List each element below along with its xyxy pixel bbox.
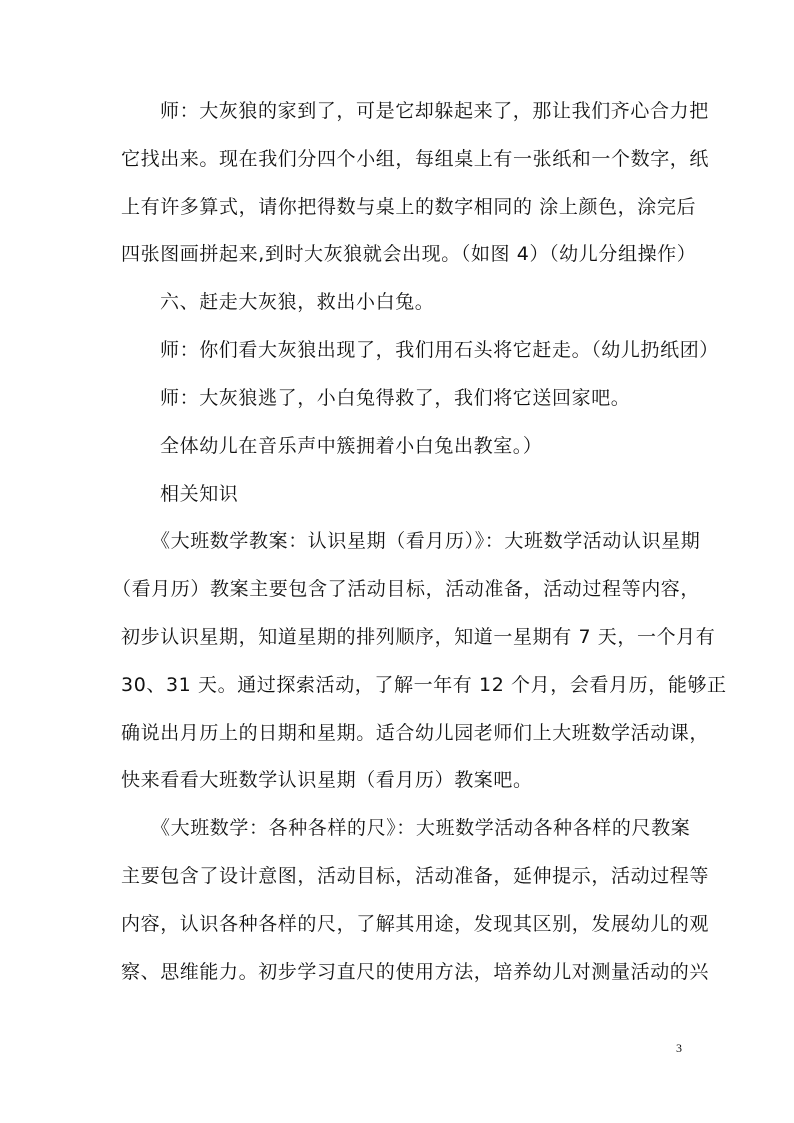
text-line-19: 察、思维能力。初步学习直尺的使用方法，培养幼儿对测量活动的兴	[121, 961, 710, 983]
text-line-4: 四张图画拼起来,到时大灰狼就会出现。（如图 4）（幼儿分组操作）	[121, 243, 697, 265]
text-line-1: 师：大灰狼的家到了，可是它却躲起来了，那让我们齐心合力把	[160, 100, 709, 122]
text-line-6: 师：你们看大灰狼出现了，我们用石头将它赶走。（幼儿扔纸团）	[160, 339, 719, 361]
text-line-11: （看月历）教案主要包含了活动目标，活动准备，活动过程等内容，	[112, 578, 701, 600]
text-line-16: 《大班数学：各种各样的尺》：大班数学活动各种各样的尺教案	[151, 817, 691, 839]
text-line-8: 全体幼儿在音乐声中簇拥着小白兔出教室。）	[160, 435, 543, 457]
text-line-18: 内容，认识各种各样的尺，了解其用途，发现其区别，发展幼儿的观	[121, 913, 710, 935]
page-number: 3	[676, 1041, 682, 1055]
text-line-12: 初步认识星期，知道星期的排列顺序，知道一星期有 7 天，一个月有	[121, 626, 716, 648]
text-line-7: 师：大灰狼逃了，小白兔得救了，我们将它送回家吧。	[160, 387, 631, 409]
text-line-10: 《大班数学教案：认识星期（看月历）》：大班数学活动认识星期	[151, 530, 701, 552]
text-line-2: 它找出来。现在我们分四个小组，每组桌上有一张纸和一个数字，纸	[121, 148, 710, 170]
related-knowledge-heading: 相关知识	[160, 483, 239, 505]
text-line-13: 30、31 天。通过探索活动，了解一年有 12 个月，会看月历，能够正	[121, 674, 727, 696]
text-line-17: 主要包含了设计意图，活动目标，活动准备，延伸提示，活动过程等	[121, 865, 710, 887]
text-line-3: 上有许多算式，请你把得数与桌上的数字相同的 涂上颜色，涂完后	[121, 196, 697, 218]
section-heading: 六、赶走大灰狼，救出小白兔。	[160, 291, 435, 313]
text-line-15: 快来看看大班数学认识星期（看月历）教案吧。	[121, 769, 533, 791]
text-line-14: 确说出月历上的日期和星期。适合幼儿园老师们上大班数学活动课，	[121, 722, 710, 744]
